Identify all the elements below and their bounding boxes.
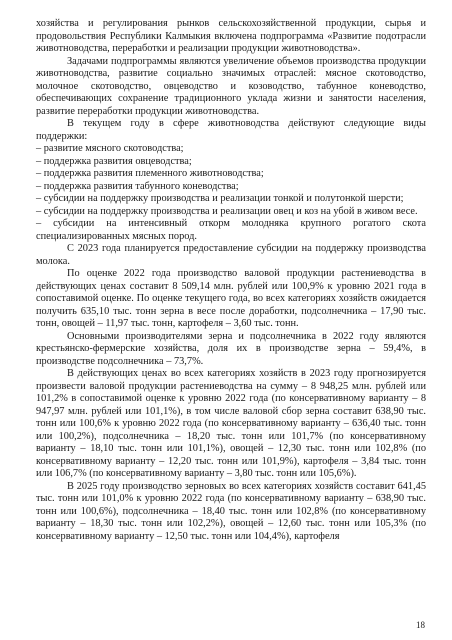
list-item: – субсидии на интенсивный откорм молодняка крупного рогатого скота специализированных мясных пород. [36, 218, 426, 242]
paragraph: Основными производителями зерна и подсолнечника в 2022 году являются крестьянско-фермерские хозяйства, доля их в производстве зерна – 59,4%, в производстве подсолнечника – 73,7%. [36, 330, 426, 367]
list-item: – поддержка развития овцеводства; [36, 155, 192, 167]
list-item: – субсидии на поддержку производства и реализации овец и коз на убой в живом весе. [36, 205, 418, 217]
paragraph: хозяйства и регулирования рынков сельскохозяйственной продукции, сырья и продовольствия Республики Калмыкия включена подпрограмма «Развитие подотрасли животноводства, переработки и реализации продукции животноводства». [36, 18, 426, 54]
list-item: – поддержка развития племенного животноводства; [36, 168, 264, 179]
paragraph: В текущем году в сфере животноводства действуют следующие виды поддержки: [36, 118, 426, 142]
list-item: – поддержка развития табунного коневодства; [36, 180, 239, 192]
page-number: 18 [416, 620, 425, 630]
paragraph: По оценке 2022 года производство валовой продукции растениеводства в действующих ценах составит 8 509,14 млн. рублей или 100,9% к уровню 2021 года в сопоставимой оценке. По оценке текущего года, во всех категориях хозяйств ожидается получить 635,10 тыс. тонн зерна в весе после доработки, подсолнечника – 17,90 тыс. тонн, овощей – 11,97 тыс. тонн, картофеля – 3,60 тыс. тонн. [36, 268, 426, 329]
paragraph: С 2023 года планируется предоставление субсидии на поддержку производства молока. [36, 243, 426, 267]
paragraph: В действующих ценах во всех категориях хозяйств в 2023 году прогнозируется произвести валовой продукции растениеводства на сумму – 8 948,25 млн. рублей или 101,2% в сопоставимой оценке к уровню 2022 года (по консервативному варианту – 8 947,97 млн. рублей или 101,1%), в том числе валовой сбор зерна составит 638,90 тыс. тонн или 100,6% к уровню 2022 года (по консервативному варианту – 636,40 тыс. тонн или 100,2%), подсолнечника – 18,20 тыс. тонн или 101,7% (по консервативному варианту – 18,10 тыс. тонн или 101,1%), овощей – 12,30 тыс. тонн или 102,8% (по консервативному варианту – 12,20 тыс. тонн или 101,9%), картофеля – 3,84 тыс. тонн или 106,7% (по консервативному варианту – 3,80 тыс. тонн или 105,6%). [36, 368, 426, 479]
document-body [36, 18, 426, 543]
list-item: – субсидии на поддержку производства и реализации тонкой и полутонкой шерсти; [36, 193, 404, 204]
list-item: – развитие мясного скотоводства; [36, 143, 184, 154]
paragraph: Задачами подпрограммы являются увеличение объемов производства продукции животноводства, развитие социально значимых отраслей: мясное скотоводство, молочное скотоводство, овцеводство и козоводство, табунное коневодство, обеспечивающих сохранение традиционного уклада жизни и занятости населения, развитие переработки продукции животноводства. [36, 55, 426, 117]
paragraph: В 2025 году производство зерновых во всех категориях хозяйств составит 641,45 тыс. тонн или 101,0% к уровню 2022 года (по консервативному варианту – 638,90 тыс. тонн или 100,6%), подсолнечника – 18,40 тыс. тонн или 102,8% (по консервативному варианту – 18,30 тыс. тонн или 102,2%), овощей – 12,60 тыс. тонн или 105,3% (по консервативному варианту – 12,50 тыс. тонн или 104,4%), картофеля [36, 480, 426, 542]
